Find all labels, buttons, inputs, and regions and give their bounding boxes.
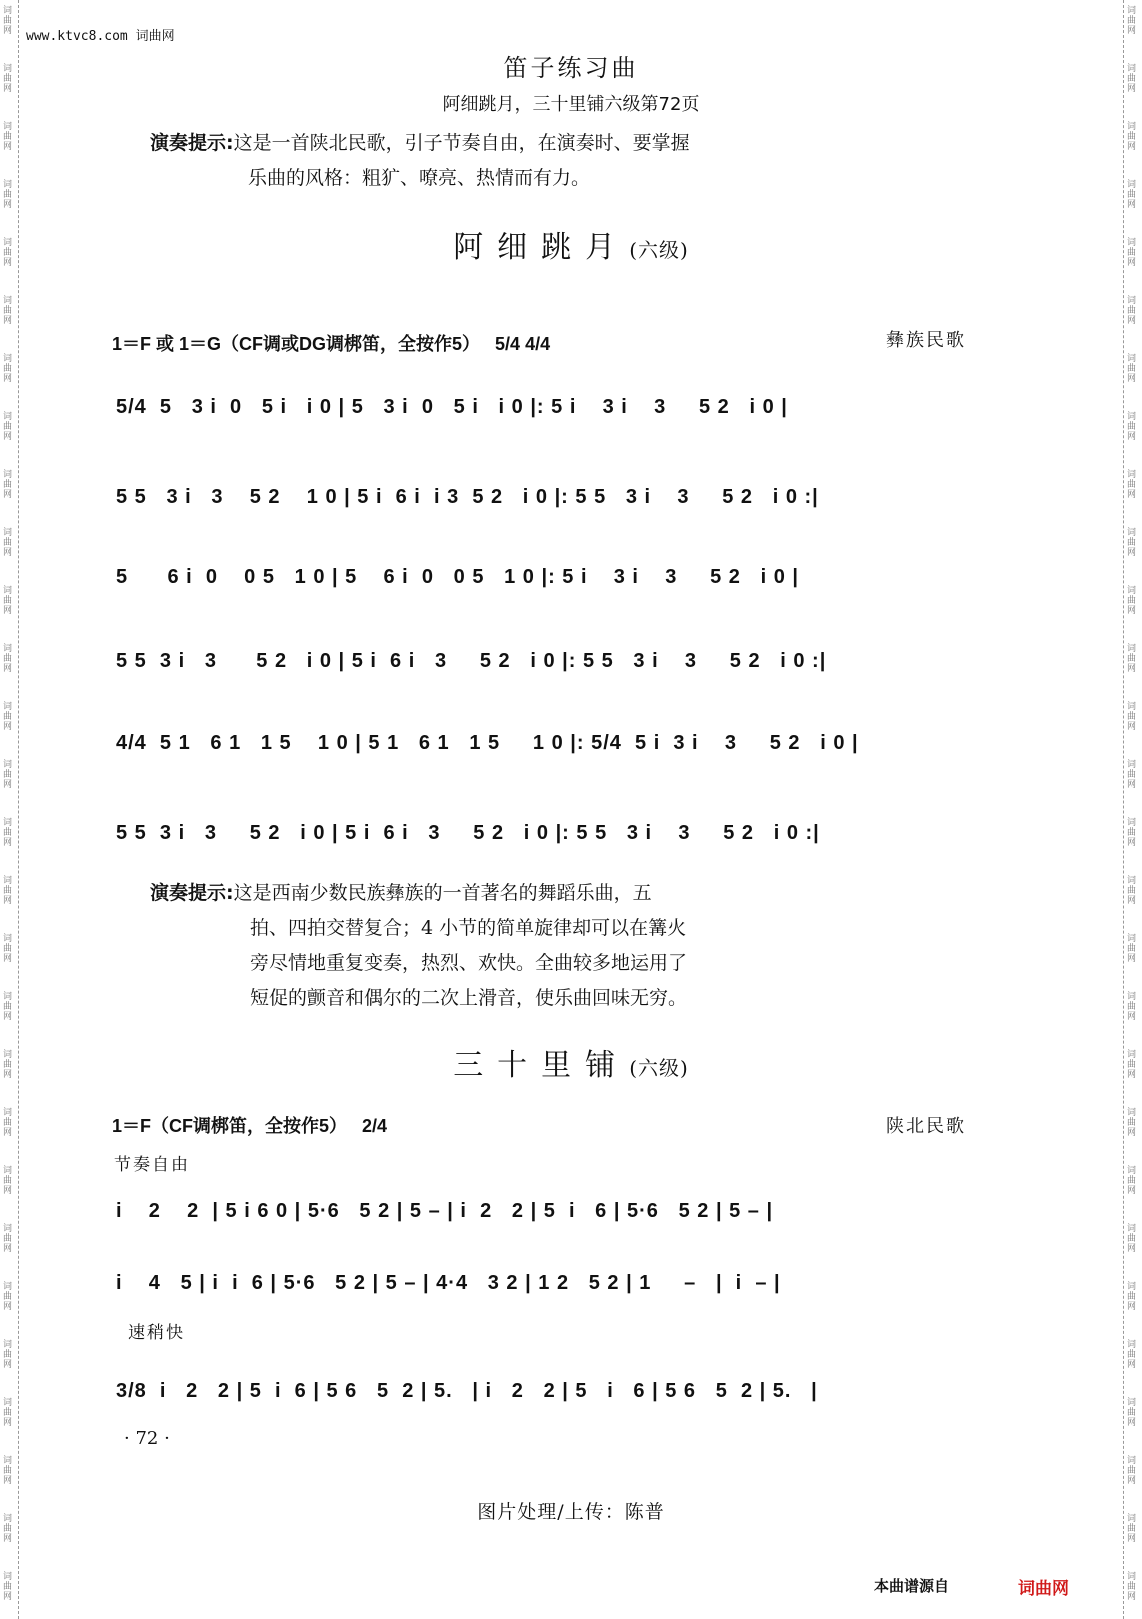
watermark-mark: 词 曲 网 <box>1127 122 1137 152</box>
song-level: (六级) <box>629 1056 689 1080</box>
watermark-mark: 词 曲 网 <box>1127 528 1137 558</box>
notation-row: 5 5 3 i 3 5 2 1 0 | 5 i 6 i i 3 5 2 i 0 |: 5 5 3 i 3 5 2 i 0 :| <box>116 486 819 508</box>
watermark-mark: 词 曲 网 <box>3 1514 13 1544</box>
watermark-mark: 词 曲 网 <box>3 1224 13 1254</box>
notation-row: 5/4 5 3 i 0 5 i i 0 | 5 3 i 0 5 i i 0 |: 5 i 3 i 3 5 2 i 0 | <box>116 396 788 418</box>
watermark-mark: 词 曲 网 <box>3 876 13 906</box>
song-title-text: 三十里铺 <box>453 1048 630 1083</box>
watermark-mark: 词 曲 网 <box>1127 238 1137 268</box>
watermark-mark: 词 曲 网 <box>3 1456 13 1486</box>
watermark-mark: 词 曲 网 <box>3 644 13 674</box>
watermark-mark: 词 曲 网 <box>1127 992 1137 1022</box>
watermark-mark: 词 曲 网 <box>1127 6 1137 36</box>
watermark-mark: 词 曲 网 <box>3 1050 13 1080</box>
watermark-mark: 词 曲 网 <box>3 1340 13 1370</box>
watermark-mark: 词 曲 网 <box>3 818 13 848</box>
watermark-mark: 词 曲 网 <box>3 354 13 384</box>
watermark-mark: 词 曲 网 <box>3 1166 13 1196</box>
upload-credit: 图片处理/上传：陈普 <box>477 1501 665 1523</box>
watermark-mark: 词 曲 网 <box>1127 296 1137 326</box>
watermark-mark: 词 曲 网 <box>3 1108 13 1138</box>
watermark-mark: 词 曲 网 <box>1127 1340 1137 1370</box>
page-title: 笛子练习曲 <box>503 54 639 82</box>
watermark-mark: 词 曲 网 <box>1127 412 1137 442</box>
tempo-marking: 速稍快 <box>128 1323 185 1343</box>
watermark-mark: 词 曲 网 <box>1127 644 1137 674</box>
tip-text: 短促的颤音和偶尔的二次上滑音，使乐曲回味无穷。 <box>250 987 688 1009</box>
watermark-mark: 词 曲 网 <box>1127 1572 1137 1602</box>
brand-logo[interactable]: 词曲网 <box>1018 1579 1069 1599</box>
watermark-mark: 词 曲 网 <box>1127 1398 1137 1428</box>
key-signature <box>112 1112 387 1138</box>
song-title-sanshilipu <box>0 1040 1142 1084</box>
watermark-mark: 词 曲 网 <box>1127 760 1137 790</box>
watermark-mark: 词 曲 网 <box>1127 586 1137 616</box>
page-number: · 72 · <box>124 1428 170 1449</box>
watermark-mark: 词 曲 网 <box>1127 934 1137 964</box>
notation-row: 5 5 3 i 3 5 2 i 0 | 5 i 6 i 3 5 2 i 0 |: 5 5 3 i 3 5 2 i 0 :| <box>116 822 820 844</box>
watermark-mark: 词 曲 网 <box>1127 1282 1137 1312</box>
key-text: 1＝F（CF调梆笛，全按作5） <box>112 1116 348 1136</box>
source-label: 本曲谱源自 <box>874 1577 950 1595</box>
watermark-mark: 词 曲 网 <box>1127 180 1137 210</box>
notation-row: 5 6 i 0 0 5 1 0 | 5 6 i 0 0 5 1 0 |: 5 i 3 i 3 5 2 i 0 | <box>116 566 799 588</box>
key-text: 1＝F 或 1＝G（CF调或DG调梆笛，全按作5） <box>112 334 481 354</box>
watermark-mark: 词 曲 网 <box>3 992 13 1022</box>
watermark-mark: 词 曲 网 <box>1127 1108 1137 1138</box>
watermark-mark: 词 曲 网 <box>3 1398 13 1428</box>
watermark-mark: 词 曲 网 <box>3 528 13 558</box>
performance-tip-1 <box>150 126 690 196</box>
watermark-mark: 词 曲 网 <box>3 412 13 442</box>
time-signature: 5/4 4/4 <box>495 334 551 354</box>
song-level: (六级) <box>629 238 689 262</box>
song-origin: 彝族民歌 <box>886 330 966 351</box>
site-url[interactable]: www.ktvc8.com 词曲网 <box>26 29 175 44</box>
time-signature: 2/4 <box>362 1116 388 1136</box>
tip-label: 演奏提示: <box>150 882 234 904</box>
watermark-mark: 词 曲 网 <box>1127 1050 1137 1080</box>
key-signature <box>112 330 550 356</box>
tip-text: 乐曲的风格：粗犷、嘹亮、热情而有力。 <box>248 167 591 189</box>
notation-row: 3/8 i 2 2 | 5 i 6 | 5 6 5 2 | 5. | i 2 2 | 5 i 6 | 5 6 5 2 | 5. | <box>116 1380 818 1402</box>
watermark-mark: 词 曲 网 <box>1127 1456 1137 1486</box>
watermark-mark: 词 曲 网 <box>1127 64 1137 94</box>
song-title-axi-tiaoyue <box>0 222 1142 266</box>
watermark-mark: 词 曲 网 <box>1127 818 1137 848</box>
notation-row: 4/4 5 1 6 1 1 5 1 0 | 5 1 6 1 1 5 1 0 |: 5/4 5 i 3 i 3 5 2 i 0 | <box>116 732 859 754</box>
tip-text: 这是一首陕北民歌，引子节奏自由，在演奏时、要掌握 <box>233 132 690 154</box>
watermark-mark: 词 曲 网 <box>3 760 13 790</box>
watermark-mark: 词 曲 网 <box>1127 354 1137 384</box>
watermark-mark: 词 曲 网 <box>3 586 13 616</box>
watermark-mark: 词 曲 网 <box>3 64 13 94</box>
watermark-mark: 词 曲 网 <box>3 122 13 152</box>
watermark-mark: 词 曲 网 <box>3 1282 13 1312</box>
watermark-mark: 词 曲 网 <box>1127 702 1137 732</box>
tip-text: 这是西南少数民族彝族的一首著名的舞蹈乐曲，五 <box>233 882 652 904</box>
watermark-mark: 词 曲 网 <box>1127 1514 1137 1544</box>
watermark-mark: 词 曲 网 <box>1127 1166 1137 1196</box>
song-title-text: 阿细跳月 <box>453 230 630 265</box>
performance-tip-2 <box>150 876 687 1016</box>
page-subtitle: 阿细跳月，三十里铺六级第72页 <box>442 94 700 115</box>
notation-row: 5 5 3 i 3 5 2 i 0 | 5 i 6 i 3 5 2 i 0 |: 5 5 3 i 3 5 2 i 0 :| <box>116 650 827 672</box>
watermark-mark: 词 曲 网 <box>1127 1224 1137 1254</box>
watermark-mark: 词 曲 网 <box>3 6 13 36</box>
tip-label: 演奏提示: <box>150 132 234 154</box>
watermark-mark: 词 曲 网 <box>3 470 13 500</box>
tip-text: 旁尽情地重复变奏，热烈、欢快。全曲较多地运用了 <box>250 952 688 974</box>
notation-row: i 2 2 | 5 i 6 0 | 5·6 5 2 | 5 – | i 2 2 | 5 i 6 | 5·6 5 2 | 5 – | <box>116 1200 774 1222</box>
watermark-mark: 词 曲 网 <box>3 934 13 964</box>
song-origin: 陕北民歌 <box>886 1116 966 1137</box>
watermark-mark: 词 曲 网 <box>1127 876 1137 906</box>
watermark-mark: 词 曲 网 <box>3 238 13 268</box>
tip-text: 拍、四拍交替复合；4 小节的简单旋律却可以在篝火 <box>250 917 687 939</box>
watermark-mark: 词 曲 网 <box>3 1572 13 1602</box>
watermark-mark: 词 曲 网 <box>3 296 13 326</box>
watermark-mark: 词 曲 网 <box>3 702 13 732</box>
notation-row: i 4 5 | i i 6 | 5·6 5 2 | 5 – | 4·4 3 2 | 1 2 5 2 | 1 – | i – | <box>116 1272 781 1294</box>
tempo-marking: 节奏自由 <box>114 1155 190 1175</box>
watermark-mark: 词 曲 网 <box>3 180 13 210</box>
watermark-mark: 词 曲 网 <box>1127 470 1137 500</box>
